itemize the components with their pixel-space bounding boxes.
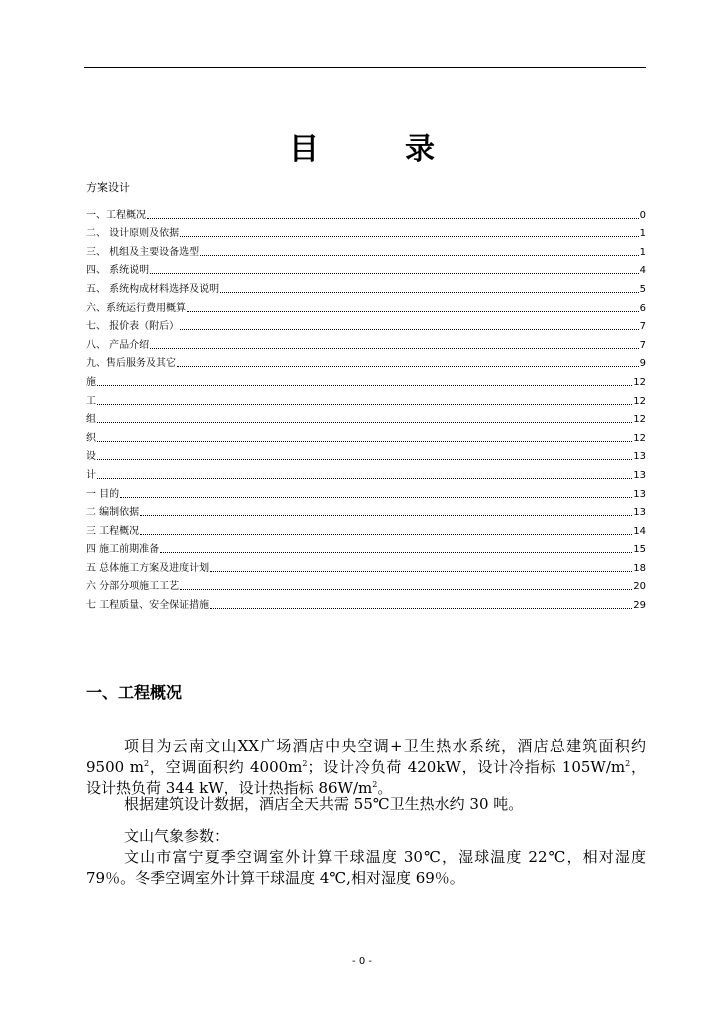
toc-entry-page: 5 xyxy=(639,283,646,295)
toc-entry[interactable] xyxy=(86,352,646,371)
toc-leader xyxy=(97,385,632,386)
toc-entry-text: 四、 系统说明 xyxy=(86,265,150,277)
toc-entry[interactable] xyxy=(86,408,646,427)
toc-leader xyxy=(97,459,632,460)
toc-leader xyxy=(140,515,632,516)
toc-entry-page: 0 xyxy=(639,209,646,221)
header-rule xyxy=(84,67,646,68)
toc-entry[interactable] xyxy=(86,389,646,408)
toc-entry-text: 施 xyxy=(86,376,96,388)
toc-entry-text: 二、 设计原则及依据 xyxy=(86,228,180,240)
p1-part5: 。 xyxy=(377,779,393,797)
toc-entry-page: 12 xyxy=(633,414,646,426)
toc-entry-text: 九、售后服务及其它 xyxy=(86,358,176,370)
toc-leader xyxy=(210,571,632,572)
toc-entry-page: 6 xyxy=(639,302,646,314)
toc-entry-page: 12 xyxy=(633,395,646,407)
toc-title xyxy=(0,124,724,168)
toc-entry-text: 六、系统运行费用概算 xyxy=(86,302,186,314)
toc-entry-text: 四 施工前期准备 xyxy=(86,544,160,556)
p1-sup4: 2 xyxy=(372,780,378,789)
toc-entry-page: 1 xyxy=(639,228,646,240)
toc-entry-page: 7 xyxy=(639,321,646,333)
toc-entry-page: 7 xyxy=(639,339,646,351)
toc-leader xyxy=(97,441,632,442)
toc-entry-page: 15 xyxy=(633,544,646,556)
toc-entry[interactable] xyxy=(86,426,646,445)
toc-entry-text: 二 编制依据 xyxy=(86,507,140,519)
toc-entry[interactable] xyxy=(86,445,646,464)
paragraph-hot-water: 根据建筑设计数据，酒店全天共需 55℃卫生热水约 30 吨。 xyxy=(124,795,524,813)
toc-entry[interactable] xyxy=(86,556,646,575)
toc-entry-text: 计 xyxy=(86,469,96,481)
p1-part1: 项目为云南文山XX广场酒店中央空调+卫生热水系统，酒店总建筑面积约 9500 m xyxy=(86,737,646,776)
toc-entry[interactable] xyxy=(86,463,646,482)
toc-entry[interactable] xyxy=(86,370,646,389)
toc-entry-page: 12 xyxy=(633,376,646,388)
toc-entry-page: 13 xyxy=(633,507,646,519)
toc-entry-text: 五、 系统构成材料选择及说明 xyxy=(86,283,220,295)
toc-entry[interactable] xyxy=(86,575,646,594)
toc-entry[interactable] xyxy=(86,593,646,612)
toc-entry-page: 9 xyxy=(639,358,646,370)
toc-leader xyxy=(150,273,638,274)
toc-entry-page: 1 xyxy=(639,246,646,258)
toc-entry-page: 13 xyxy=(633,488,646,500)
toc-leader xyxy=(210,608,632,609)
toc-leader xyxy=(150,348,638,349)
toc-entry-page: 13 xyxy=(633,469,646,481)
toc-entry[interactable] xyxy=(86,333,646,352)
section-heading: 一、工程概况 xyxy=(86,683,183,702)
toc-leader xyxy=(160,552,632,553)
toc-entry[interactable] xyxy=(86,296,646,315)
toc-leader xyxy=(140,534,632,535)
toc-entry-text: 一、工程概况 xyxy=(86,209,146,221)
toc-entry-text: 五 总体施工方案及进度计划 xyxy=(86,562,210,574)
paragraph-project xyxy=(86,736,646,799)
toc-entry-text: 一 目的 xyxy=(86,488,120,500)
toc-entry[interactable] xyxy=(86,519,646,538)
toc-leader xyxy=(187,311,639,312)
toc-leader xyxy=(220,292,638,293)
weather-details: 文山市富宁夏季空调室外计算干球温度 30℃，湿球温度 22℃，相对湿度 79％。冬季空调室外计算干球温度 4℃,相对湿度 69％。 xyxy=(86,848,646,887)
toc-entry-page: 20 xyxy=(633,581,646,593)
toc-entry[interactable] xyxy=(86,222,646,241)
toc-entry-text: 设 xyxy=(86,451,96,463)
toc-entry[interactable] xyxy=(86,315,646,334)
toc-leader xyxy=(120,497,632,498)
toc-title-char-1: 目 xyxy=(289,132,319,167)
toc-leader xyxy=(97,404,632,405)
paragraph-weather xyxy=(86,826,646,889)
toc-leader xyxy=(147,218,639,219)
toc-entry[interactable] xyxy=(86,482,646,501)
toc-entry[interactable] xyxy=(86,203,646,222)
toc-entry[interactable] xyxy=(86,501,646,520)
toc-entry-text: 三 工程概况 xyxy=(86,525,140,537)
p1-sup2: 2 xyxy=(302,759,308,768)
toc-entry-text: 三、 机组及主要设备选型 xyxy=(86,246,200,258)
toc-entry-page: 18 xyxy=(633,562,646,574)
toc-title-char-2: 录 xyxy=(405,132,435,167)
toc-entry[interactable] xyxy=(86,277,646,296)
toc-entry-text: 六 分部分项施工工艺 xyxy=(86,581,180,593)
toc-entry-page: 4 xyxy=(639,265,646,277)
toc-entry-text: 组 xyxy=(86,414,96,426)
toc-entry-text: 工 xyxy=(86,395,96,407)
toc-entry-text: 七、 报价表（附后） xyxy=(86,321,180,333)
toc-entry-text: 七 工程质量、安全保证措施 xyxy=(86,600,210,612)
toc-entry-text: 八、 产品介绍 xyxy=(86,339,150,351)
p1-sup1: 2 xyxy=(143,759,150,768)
p1-sup3: 2 xyxy=(625,759,631,768)
toc-entry[interactable] xyxy=(86,538,646,557)
weather-heading: 文山气象参数： xyxy=(124,827,230,845)
toc-leader xyxy=(180,329,638,330)
toc-list xyxy=(86,203,646,612)
p1-part4: ， 设计热负荷 344 kW，设计热指标 86W/m xyxy=(86,758,647,797)
page-number: - 0 - xyxy=(352,956,372,967)
toc-leader xyxy=(177,366,639,367)
toc-leader xyxy=(180,589,632,590)
toc-entry-page: 13 xyxy=(633,451,646,463)
toc-leader xyxy=(97,478,632,479)
toc-entry-text: 织 xyxy=(86,432,96,444)
toc-entry-page: 14 xyxy=(633,525,646,537)
toc-section-label: 方案设计 xyxy=(86,181,130,194)
toc-entry-page: 12 xyxy=(633,432,646,444)
p1-part2: ，空调面积约 4000m xyxy=(149,758,303,776)
toc-leader xyxy=(97,422,632,423)
p1-part3: ；设计冷负荷 420kW，设计冷指标 105W/m xyxy=(307,758,626,776)
toc-entry[interactable] xyxy=(86,259,646,278)
toc-leader xyxy=(180,236,638,237)
toc-leader xyxy=(200,255,638,256)
toc-entry-page: 29 xyxy=(633,600,646,612)
toc-entry[interactable] xyxy=(86,240,646,259)
